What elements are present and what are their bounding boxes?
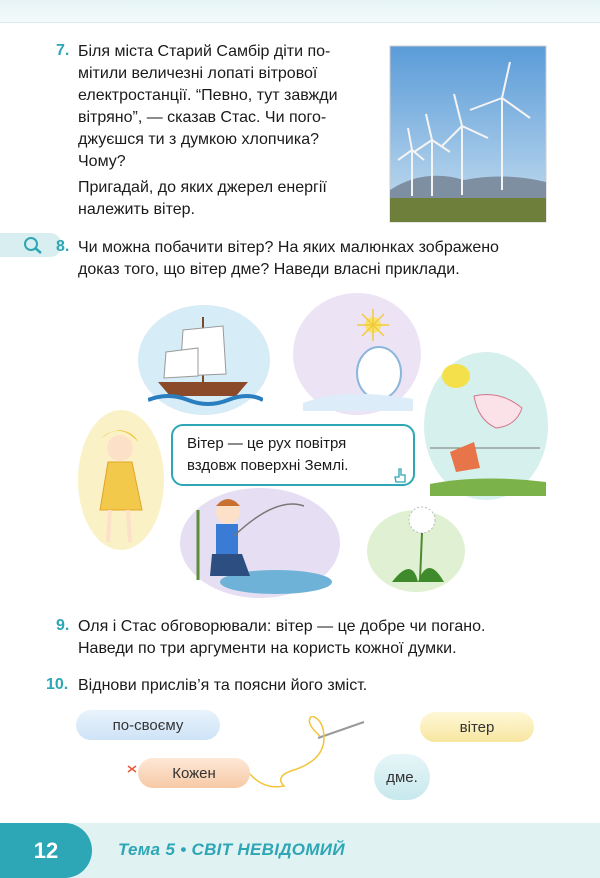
dandelion-drawing <box>372 500 462 590</box>
snowy-tree-drawing <box>303 303 413 411</box>
definition-line: Вітер — це рух повітря <box>187 435 347 452</box>
definition-line: вздовж поверхні Землі. <box>187 457 349 474</box>
theme-title: СВІТ НЕВІДОМИЙ <box>191 840 345 859</box>
task-10-number: 10. <box>46 676 69 693</box>
task-9-line: Наведи по три аргументи на користь кожної думки. <box>78 640 457 657</box>
task-7-line: джуєшся ти з думкою хлопчика? <box>78 131 319 148</box>
task-7-number: 7. <box>56 42 70 59</box>
theme-label: Тема 5 <box>118 840 176 859</box>
task-8-line: Чи можна побачити вітер? На яких малюнках зображено <box>78 239 499 256</box>
proverb-word-pill[interactable]: Кожен <box>138 758 250 788</box>
task-9-line: Оля і Стас обговорювали: вітер — це добре чи погано. <box>78 618 486 635</box>
pointing-hand-icon <box>393 468 407 484</box>
task-7-line: Чому? <box>78 153 126 170</box>
fishing-boy-drawing <box>186 490 336 594</box>
task-7-line: вітряно”, — сказав Стас. Чи пого- <box>78 109 327 126</box>
task-9-text <box>78 616 578 660</box>
task-7-line: Біля міста Старий Самбір діти по- <box>78 43 331 60</box>
task-7-line: мітили величезні лопаті вітрової <box>78 65 318 82</box>
task-7-line: електростанції. “Певно, тут завжди <box>78 87 338 104</box>
task-8-text <box>78 237 578 281</box>
task-7-text <box>78 41 378 221</box>
proverb-word-pill[interactable]: вітер <box>420 712 534 742</box>
task-7-line: Пригадай, до яких джерел енергії <box>78 179 327 196</box>
task-7-line: належить вітер. <box>78 201 195 218</box>
wind-definition-box <box>171 424 415 486</box>
task-10-text: Віднови прислів’я та поясни його зміст. <box>78 677 368 694</box>
task-9-number: 9. <box>56 617 70 634</box>
proverb-word-pill[interactable]: дме. <box>374 754 430 800</box>
magnifier-icon <box>22 235 44 255</box>
footer-theme <box>118 840 345 860</box>
girl-drawing <box>82 418 162 550</box>
top-band <box>0 0 600 23</box>
task-8-number: 8. <box>56 238 70 255</box>
theme-bullet: • <box>180 840 187 859</box>
laundry-drawing <box>430 356 546 496</box>
proverb-word-pill[interactable]: по-своєму <box>76 710 220 740</box>
sailboat-drawing <box>148 312 263 407</box>
needle-thread-decoration <box>124 716 374 790</box>
task-8-line: доказ того, що вітер дме? Наведи власні приклади. <box>78 261 460 278</box>
page-number: 12 <box>0 823 92 878</box>
wind-turbines-photo <box>384 40 552 230</box>
